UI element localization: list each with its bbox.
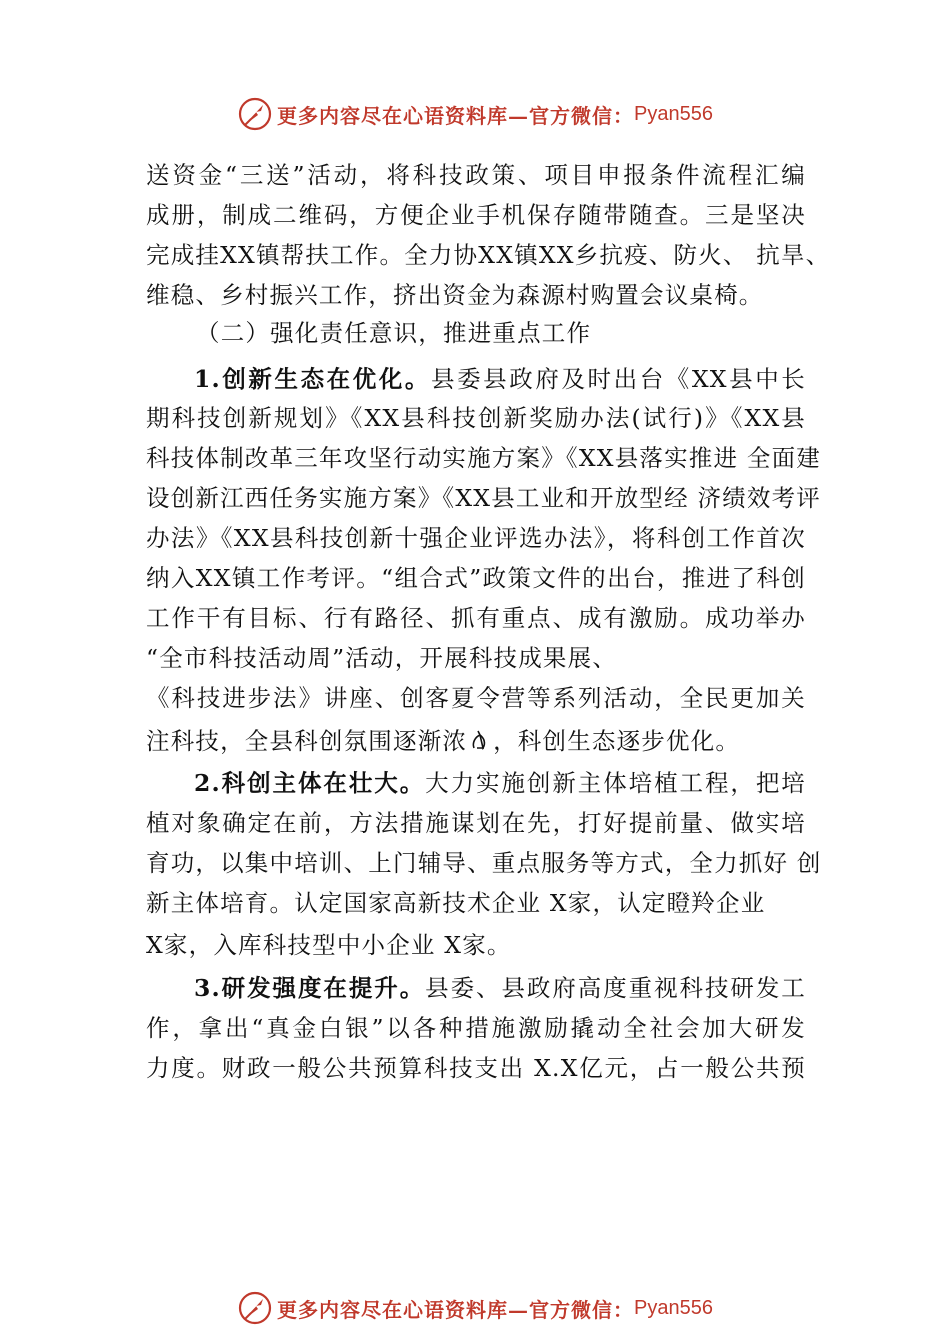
text-span: ，科创生态逐步优化。 [493,727,741,755]
banner-wechat-id: Pyan556 [634,102,713,125]
text-line: 纳入XX镇工作考评。“组合式”政策文件的出台，推进了科创 [146,564,806,592]
paragraph-line [194,362,806,396]
text-span: 县委县政府及时出台《XX县中长 [431,365,806,393]
paragraph-line [194,766,806,800]
banner-wechat-id: Pyan556 [634,1296,713,1319]
item-lead: 1.创新生态在优化。 [194,365,432,393]
quill-logo-icon [237,96,273,132]
text-line: 作，拿出“真金白银”以各种措施激励撬动全社会加大研发 [146,1014,806,1042]
text-line: 完成挂XX镇帮扶工作。全力协XX镇XX乡抗疫、防火、 抗旱、 [146,241,831,269]
text-line: 力度。财政一般公共预算科技支出 X.X亿元，占一般公共预 [146,1054,806,1082]
text-span: 注科技，全县科创氛围逐渐浓 [146,727,468,755]
banner-text: 更多内容尽在心语资料库—官方微信： [277,1297,635,1322]
section-heading: （二）强化责任意识，推进重点工作 [196,319,592,347]
text-line: 设创新江西任务实施方案》《XX县工业和开放型经 济绩效考评 [146,484,821,512]
text-line: 科技体制改革三年攻坚行动实施方案》《XX县落实推进 全面建 [146,444,821,472]
footer-banner [0,1286,950,1330]
text-line: 维稳、乡村振兴工作，挤出资金为森源村购置会议桌椅。 [146,281,764,309]
quill-logo-icon [237,1290,273,1326]
text-line: 期科技创新规划》《XX县科技创新奖励办法(试行)》《XX县 [146,404,806,432]
text-line: X家，入库科技型中小企业 X家。 [146,931,512,959]
text-line: 送资金“三送”活动，将科技政策、项目申报条件流程汇编 [146,161,806,189]
text-line: 植对象确定在前，方法措施谋划在先，打好提前量、做实培 [146,809,806,837]
paragraph-line [146,724,806,758]
text-line: 育功，以集中培训、上门辅导、重点服务等方式，全力抓好 创 [146,849,822,877]
text-line: 《科技进步法》讲座、创客夏令营等系列活动，全民更加关 [146,684,806,712]
item-lead: 2.科创主体在壮大。 [194,769,426,797]
text-span: 大力实施创新主体培植工程，把培 [425,769,806,797]
paragraph-line [194,971,806,1005]
text-line: “全市科技活动周”活动，开展科技成果展、 [146,644,618,672]
text-line: 办法》《XX县科技创新十强企业评选办法》，将科创工作首次 [146,524,806,552]
item-lead: 3.研发强度在提升。 [194,974,426,1002]
text-span: 县委、县政府高度重视科技研发工 [425,974,806,1002]
header-banner [0,92,950,136]
text-line: 工作干有目标、行有路径、抓有重点、成有激励。成功举办 [146,604,806,632]
banner-text: 更多内容尽在心语资料库—官方微信： [277,103,635,128]
text-line: 新主体培育。认定国家高新技术企业 X家，认定瞪羚企业 [146,889,766,917]
broken-glyph-icon [469,729,491,753]
text-line: 成册，制成二维码，方便企业手机保存随带随查。三是坚决 [146,201,806,229]
